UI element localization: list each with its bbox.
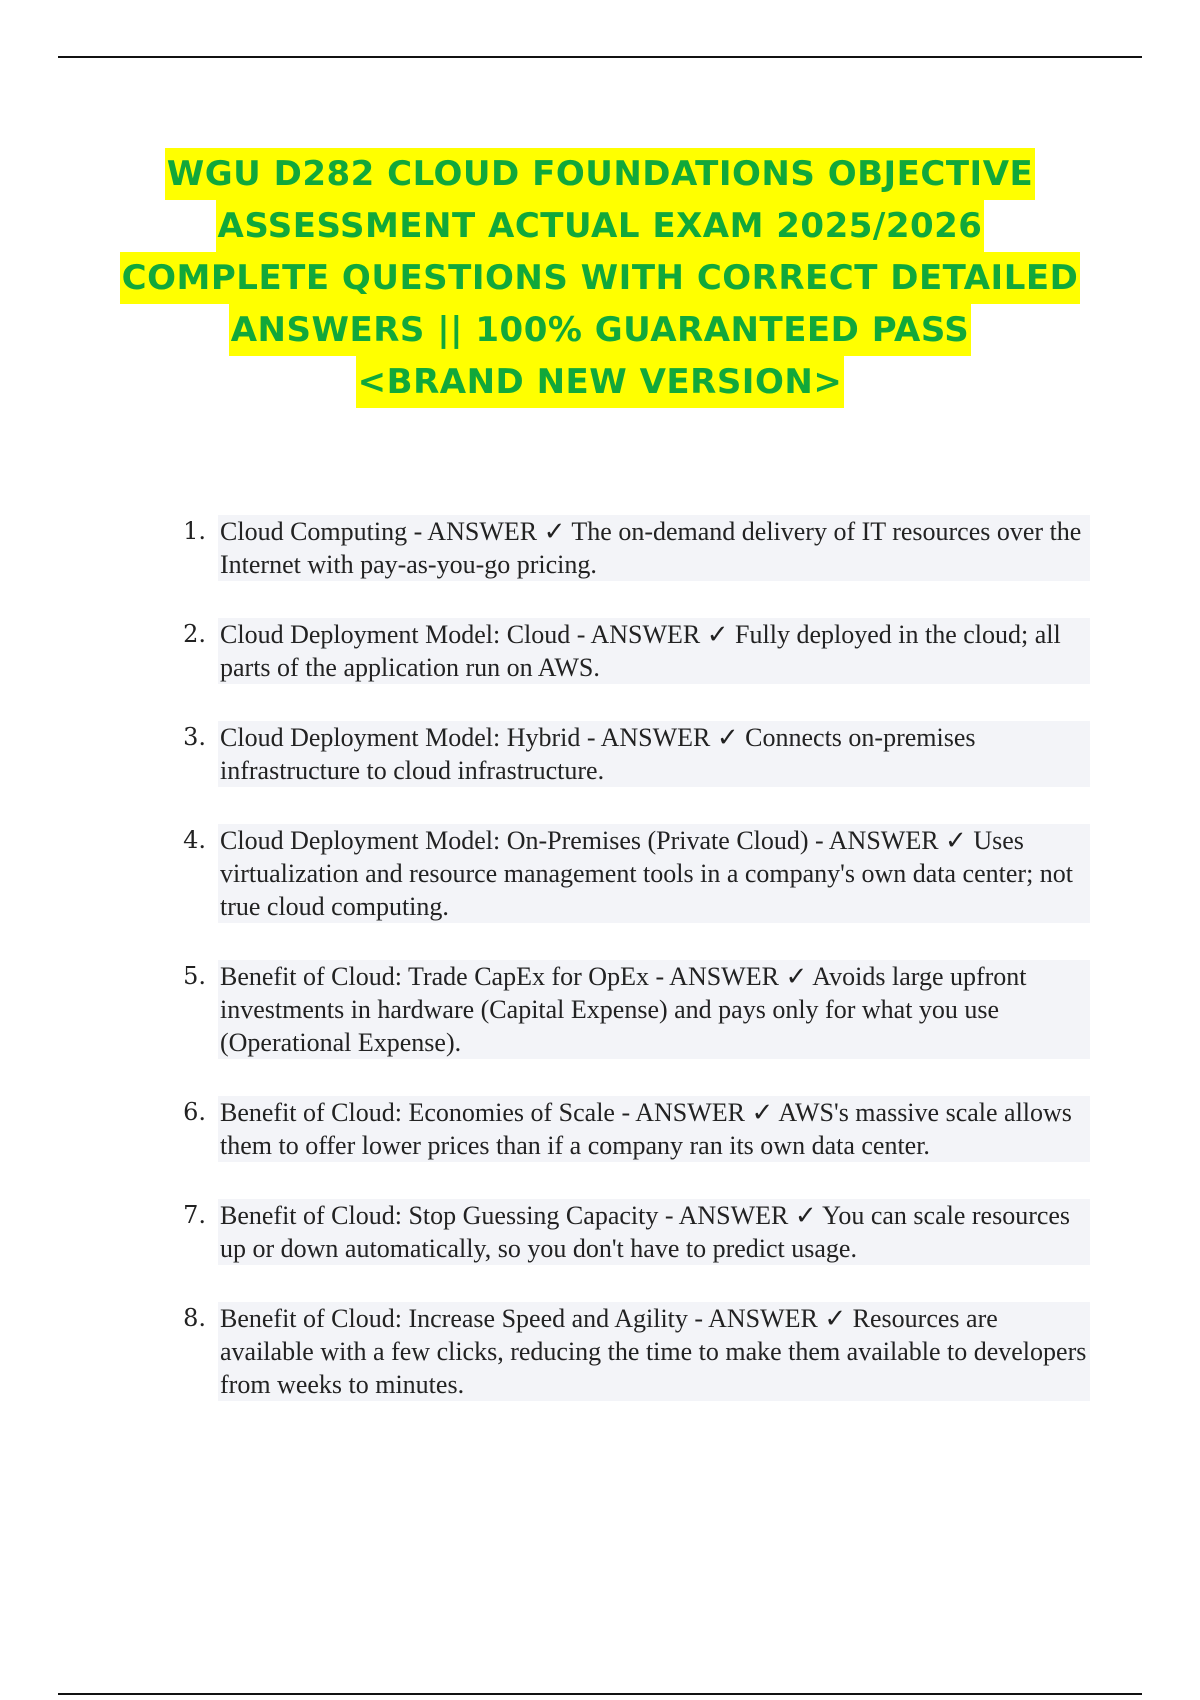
title-line-5: <BRAND NEW VERSION>: [356, 356, 845, 408]
list-item: [160, 960, 1090, 1059]
qa-list: [160, 515, 1090, 1438]
item-text: Cloud Deployment Model: Hybrid - ANSWER ✓ Connects on-premises infrastructure to cloud infrastructure.: [218, 721, 1090, 787]
item-text: Benefit of Cloud: Trade CapEx for OpEx - ANSWER ✓ Avoids large upfront investments in hardware (Capital Expense) and pays only for what you use (Operational Expense).: [218, 960, 1090, 1059]
list-item: [160, 618, 1090, 684]
list-item: [160, 1302, 1090, 1401]
list-item: [160, 1199, 1090, 1265]
item-text: Benefit of Cloud: Stop Guessing Capacity - ANSWER ✓ You can scale resources up or down automatically, so you don't have to predict usage.: [218, 1199, 1090, 1265]
item-text: Benefit of Cloud: Increase Speed and Agility - ANSWER ✓ Resources are available with a few clicks, reducing the time to make them available to developers from weeks to minutes.: [218, 1302, 1090, 1401]
item-number: 1.: [183, 517, 206, 545]
item-number: 4.: [183, 826, 206, 854]
item-number: 8.: [183, 1304, 206, 1332]
item-text: Cloud Deployment Model: On-Premises (Private Cloud) - ANSWER ✓ Uses virtualization and resource management tools in a company's own data center; not true cloud computing.: [218, 824, 1090, 923]
item-number: 2.: [183, 620, 206, 648]
top-divider: [58, 56, 1142, 58]
list-item: [160, 515, 1090, 581]
bottom-divider: [58, 1693, 1142, 1695]
title-line-1: WGU D282 CLOUD FOUNDATIONS OBJECTIVE: [165, 148, 1036, 200]
item-text: Benefit of Cloud: Economies of Scale - ANSWER ✓ AWS's massive scale allows them to offer lower prices than if a company ran its own data center.: [218, 1096, 1090, 1162]
item-text: Cloud Computing - ANSWER ✓ The on-demand delivery of IT resources over the Internet with pay-as-you-go pricing.: [218, 515, 1090, 581]
item-number: 6.: [183, 1098, 206, 1126]
item-number: 7.: [183, 1201, 206, 1229]
item-number: 5.: [183, 962, 206, 990]
title-line-3: COMPLETE QUESTIONS WITH CORRECT DETAILED: [120, 252, 1081, 304]
document-title: [100, 148, 1100, 408]
title-line-2: ASSESSMENT ACTUAL EXAM 2025/2026: [216, 200, 985, 252]
list-item: [160, 721, 1090, 787]
list-item: [160, 824, 1090, 923]
list-item: [160, 1096, 1090, 1162]
item-number: 3.: [183, 723, 206, 751]
title-line-4: ANSWERS || 100% GUARANTEED PASS: [229, 304, 972, 356]
item-text: Cloud Deployment Model: Cloud - ANSWER ✓ Fully deployed in the cloud; all parts of the application run on AWS.: [218, 618, 1090, 684]
